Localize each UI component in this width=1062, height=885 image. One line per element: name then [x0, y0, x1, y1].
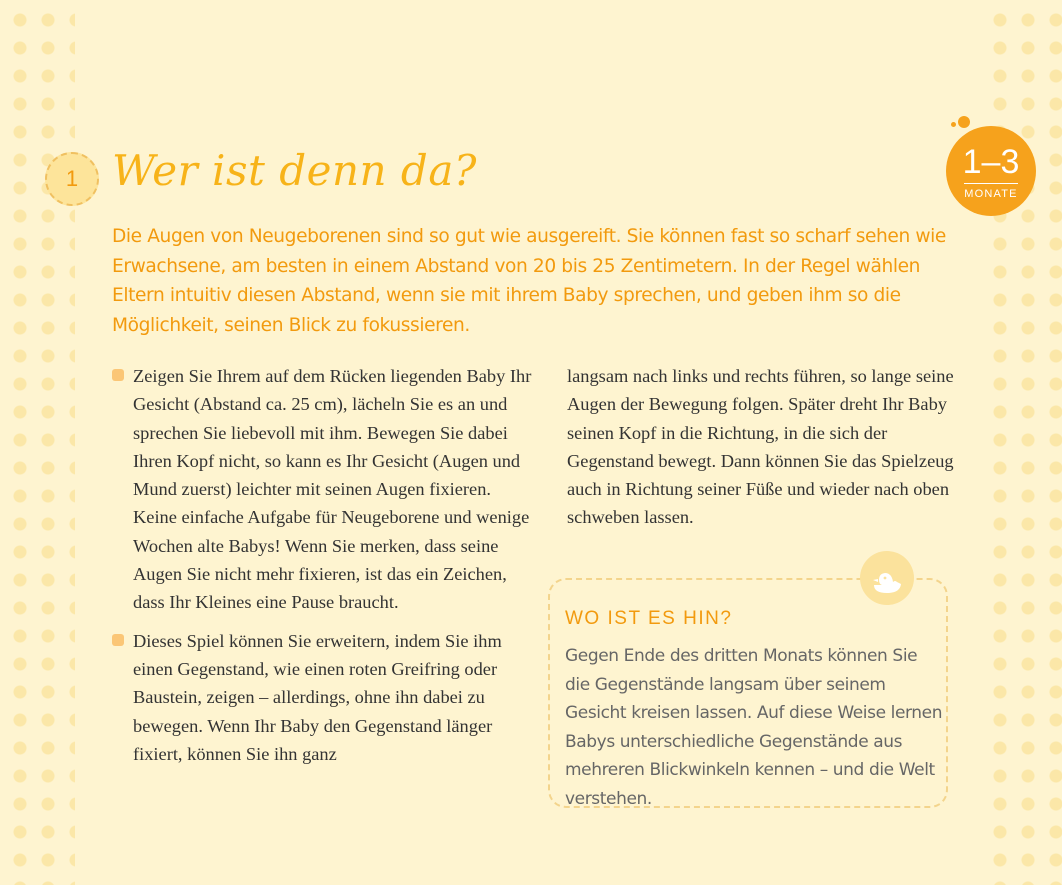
decor-dot [958, 116, 970, 128]
section-number: 1 [65, 166, 79, 191]
intro-paragraph: Die Augen von Neugeborenen sind so gut wie ausgereift. Sie können fast so scharf sehen wie Erwachsene, am besten in einem Abstand von 20 bis 25 Zentimetern. In der Regel wählen Eltern intuitiv diesen Abstand, wenn sie mit ihrem Baby sprechen, und geben ihm so die Möglichkeit, seinen Blick zu fokussieren. [112, 226, 946, 336]
right-column [567, 362, 967, 532]
duck-icon [860, 551, 914, 605]
tip-heading: WO IST ES HIN? [565, 608, 733, 629]
bullet-text: Dieses Spiel können Sie erweitern, indem Sie ihm einen Gegenstand, wie einen roten Greifring oder Baustein, zeigen – allerdings, ohne ihn dabei zu bewegen. Wenn Ihr Baby den Gegenstand länger fixiert, können Sie ihn ganz [133, 630, 502, 764]
tip-text: Gegen Ende des dritten Monats können Sie die Gegenstände langsam über seinem Gesicht kreisen lassen. Auf diese Weise lernen Babys unterschiedliche Gegenstände aus mehreren Blickwinkeln kennen – und die Welt verstehen. [565, 646, 943, 809]
bullet-icon [112, 634, 124, 646]
decor-dot-small [951, 122, 956, 127]
age-badge [946, 126, 1036, 216]
bullet-icon [112, 369, 124, 381]
continuation-text: langsam nach links und rechts führen, so lange seine Augen der Bewegung folgen. Später dreht Ihr Baby seinen Kopf in die Richtung, in die sich der Gegenstand bewegt. Dann können Sie das Spielzeug auch in Richtung seiner Füße und wieder nach oben schweben lassen. [567, 366, 954, 528]
duck-icon-graphic [860, 551, 914, 605]
section-title: Wer ist denn da? [112, 146, 477, 195]
list-item [112, 627, 532, 768]
left-column [112, 362, 532, 778]
age-range: 1–3 [962, 142, 1020, 181]
section-number-badge [45, 152, 99, 206]
list-item [112, 362, 532, 617]
bullet-text: Zeigen Sie Ihrem auf dem Rücken liegenden Baby Ihr Gesicht (Abstand ca. 25 cm), lächeln Sie es an und sprechen Sie liebevoll mit ihm. Bewegen Sie dabei Ihren Kopf nicht, so kann es Ihr Gesicht (Augen und Mund zuerst) leichter mit seinen Augen fixieren. Keine einfache Aufgabe für Neugeborene und wenige Wochen alte Babys! Wenn Sie merken, dass seine Augen Sie nicht mehr fixieren, ist das ein Zeichen, dass Ihr Kleines eine Pause braucht. [133, 366, 532, 613]
age-unit: MONATE [964, 183, 1017, 200]
